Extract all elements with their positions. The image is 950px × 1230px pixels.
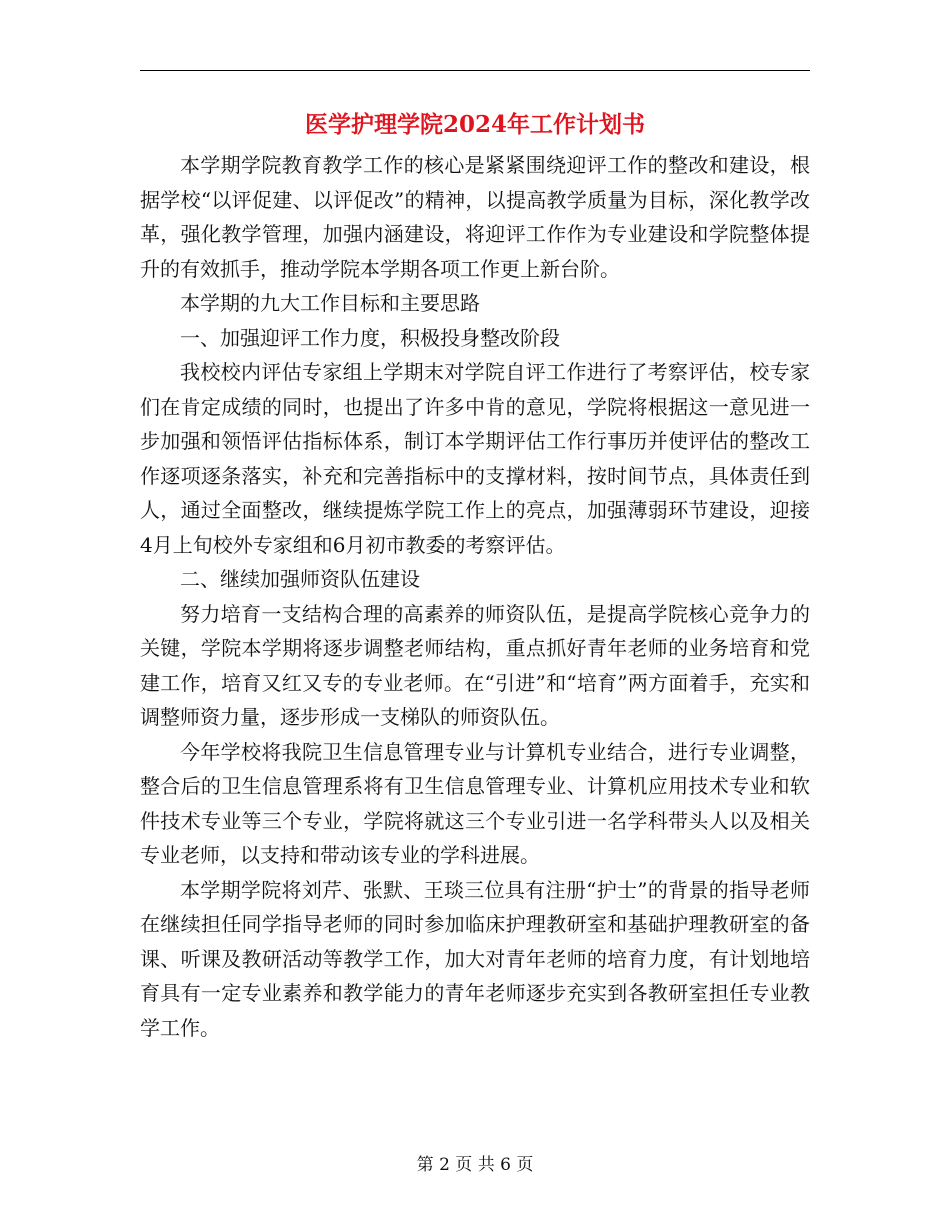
document-title: 医学护理学院2024年工作计划书 bbox=[304, 111, 645, 138]
paragraph-faculty: 努力培育一支结构合理的高素养的师资队伍，是提高学院核心竞争力的关键，学院本学期将逐步调整老师结构，重点抓好青年老师的业务培育和党建工作，培育又红又专的专业老师。在“引进”和“培育”两方面着手，充实和调整师资力量，逐步形成一支梯队的师资队伍。 bbox=[140, 601, 810, 729]
paragraph-intro: 本学期学院教育教学工作的核心是紧紧围绕迎评工作的整改和建设，根据学校“以评促建、以评促改”的精神，以提高教学质量为目标，深化教学改革，强化教学管理，加强内涵建设，将迎评工作作为专业建设和学院整体提升的有效抓手，推动学院本学期各项工作更上新台阶。 bbox=[140, 153, 810, 281]
page-number: 第 2 页 共 6 页 bbox=[416, 1155, 534, 1175]
section-heading-2: 二、继续加强师资队伍建设 bbox=[180, 567, 420, 591]
paragraph-goals-heading: 本学期的九大工作目标和主要思路 bbox=[180, 291, 480, 315]
header-rule bbox=[140, 70, 810, 71]
paragraph-evaluation: 我校校内评估专家组上学期末对学院自评工作进行了考察评估，校专家们在肯定成绩的同时，也提出了许多中肯的意见，学院将根据这一意见进一步加强和领悟评估指标体系，制订本学期评估工作行事历并使评估的整改工作逐项逐条落实，补充和完善指标中的支撑材料，按时间节点，具体责任到人，通过全面整改，继续提炼学院工作上的亮点，加强薄弱环节建设，迎接4月上旬校外专家组和6月初市教委的考察评估。 bbox=[140, 360, 810, 557]
section-heading-1: 一、加强迎评工作力度，积极投身整改阶段 bbox=[180, 325, 560, 350]
paragraph-instructors: 本学期学院将刘芹、张默、王琰三位具有注册“护士”的背景的指导老师在继续担任同学指导老师的同时参加临床护理教研室和基础护理教研室的备课、听课及教研活动等教学工作，加大对青年老师的培育力度，有计划地培育具有一定专业素养和教学能力的青年老师逐步充实到各教研室担任专业教学工作。 bbox=[140, 877, 810, 1040]
document-body bbox=[140, 148, 810, 1045]
paragraph-majors: 今年学校将我院卫生信息管理专业与计算机专业结合，进行专业调整，整合后的卫生信息管理系将有卫生信息管理专业、计算机应用技术专业和软件技术专业等三个专业，学院将就这三个专业引进一名学科带头人以及相关专业老师，以支持和带动该专业的学科进展。 bbox=[140, 739, 810, 867]
